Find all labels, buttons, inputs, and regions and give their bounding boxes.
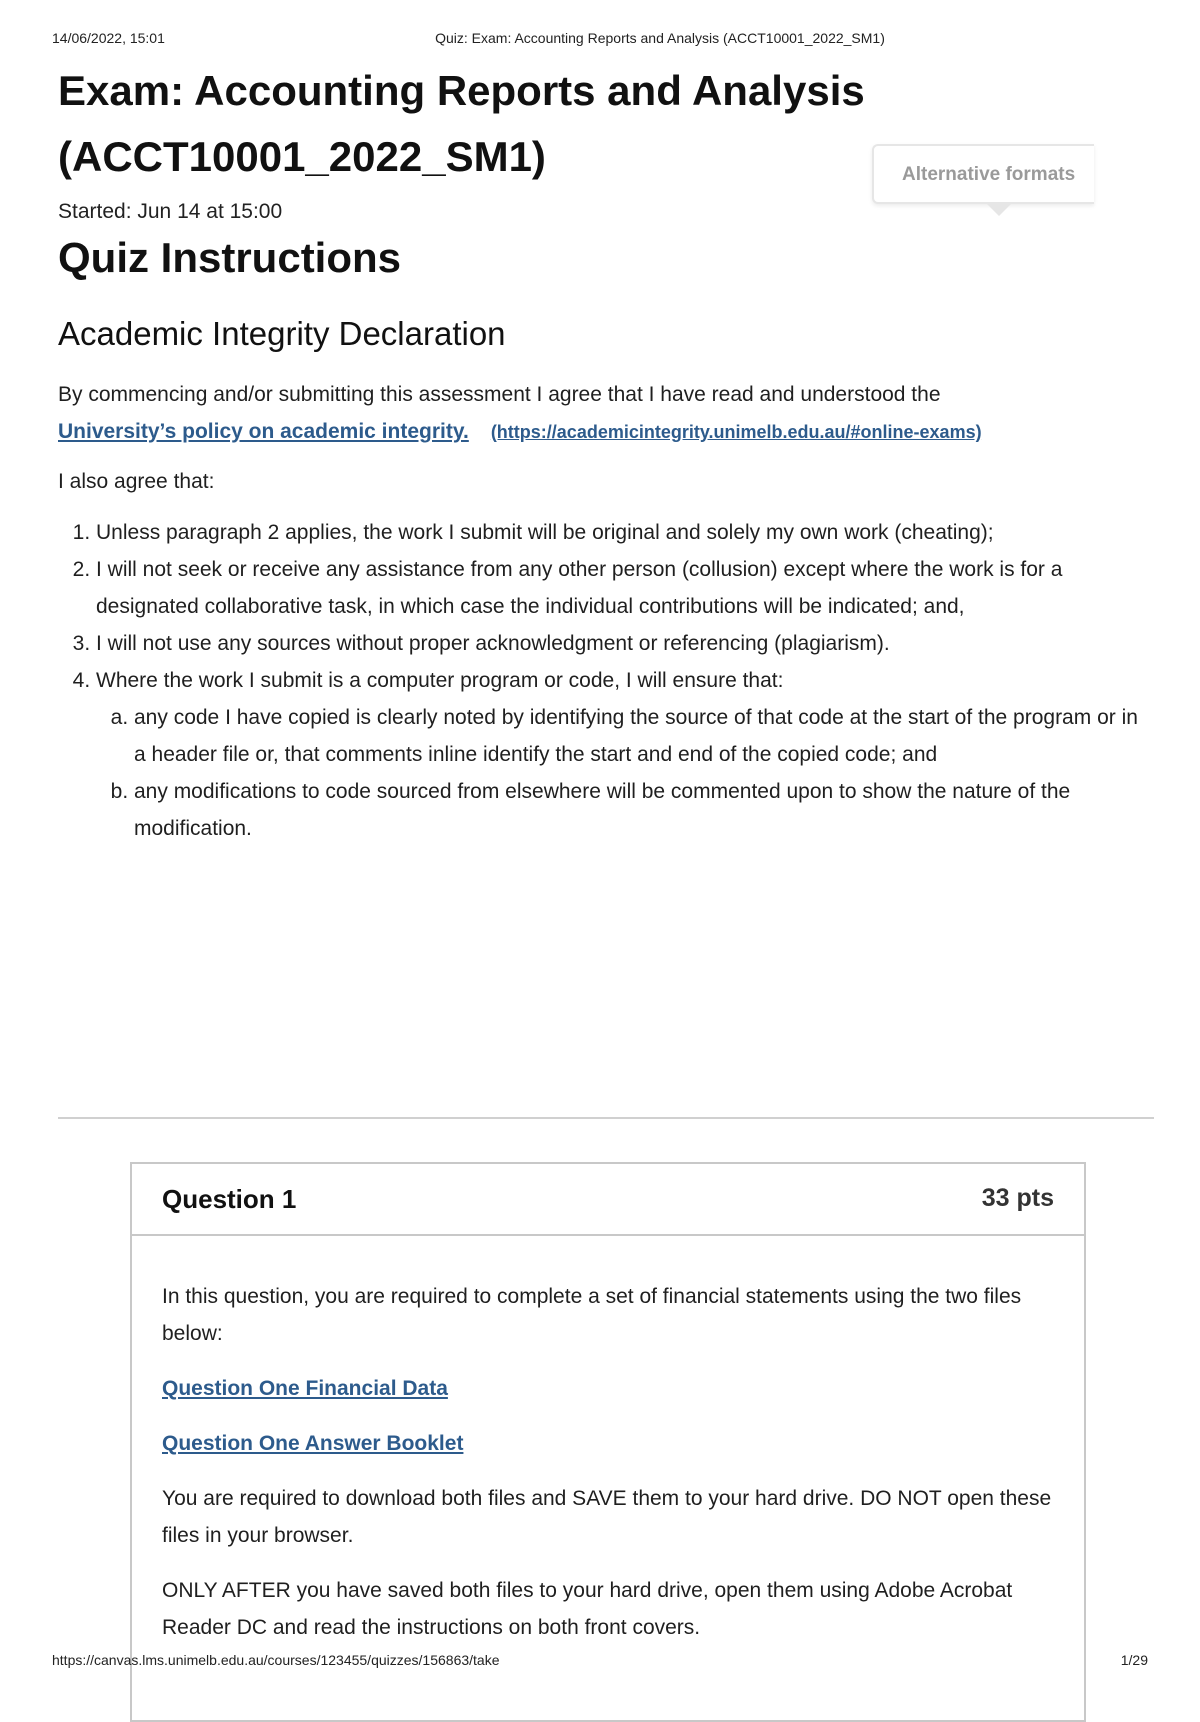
list-item: 4. Where the work I submit is a computer program or code, I will ensure that: a. any code I have copied is clearly noted by identifying the source of that code at the start of the program or in a header file or, that comments inline identify the start and end of the copied code; and b. any modifications to code sourced from elsewhere will be commented upon to show the nature of the modification.: [96, 662, 1150, 847]
page-title-line1: Exam: Accounting Reports and Analysis: [58, 67, 865, 114]
declaration-paragraph: [58, 376, 1150, 451]
agreement-list: [58, 514, 1150, 847]
also-agree-text: I also agree that:: [58, 470, 215, 493]
declaration-text: By commencing and/or submitting this assessment I agree that I have read and understood the: [58, 383, 941, 406]
question-intro: In this question, you are required to complete a set of financial statements using the two files below:: [162, 1285, 1022, 1345]
academic-integrity-heading: Academic Integrity Declaration: [58, 315, 506, 352]
open-instructions: ONLY AFTER you have saved both files to your hard drive, open them using Adobe Acrobat Reader DC and read the instructions on both front covers.: [162, 1579, 1013, 1639]
list-item: 2. I will not seek or receive any assistance from any other person (collusion) except where the work is for a designated collaborative task, in which case the individual contributions will be indicated; and,: [96, 551, 1150, 625]
alternative-formats-button[interactable]: [872, 144, 1094, 204]
print-header: [52, 30, 1148, 50]
alternative-formats-label: Alternative formats: [902, 164, 1076, 185]
financial-data-link[interactable]: Question One Financial Data: [162, 1377, 448, 1400]
print-url: https://canvas.lms.unimelb.edu.au/courses/123455/quizzes/156863/take: [52, 1652, 500, 1668]
page-number: 1/29: [1120, 1652, 1148, 1668]
policy-url-link[interactable]: (https://academicintegrity.unimelb.edu.au/#online-exams): [490, 422, 982, 442]
print-title: Quiz: Exam: Accounting Reports and Analysis (ACCT10001_2022_SM1): [435, 30, 885, 46]
download-instructions: You are required to download both files and SAVE them to your hard drive. DO NOT open these files in your browser.: [162, 1487, 1052, 1547]
question-card: [130, 1162, 1086, 1722]
answer-booklet-link[interactable]: Question One Answer Booklet: [162, 1432, 464, 1455]
question-header: [132, 1164, 1084, 1236]
page-title-line2: (ACCT10001_2022_SM1): [58, 133, 546, 180]
list-item: 3. I will not use any sources without proper acknowledgment or referencing (plagiarism).: [96, 625, 1150, 662]
divider: [58, 1117, 1154, 1119]
quiz-instructions-heading: Quiz Instructions: [58, 234, 402, 281]
sub-list-item: a. any code I have copied is clearly noted by identifying the source of that code at the start of the program or in a header file or, that comments inline identify the start and end of the copied code; and: [134, 699, 1150, 773]
policy-link[interactable]: University’s policy on academic integrity.: [58, 420, 469, 443]
sub-list-item: b. any modifications to code sourced from elsewhere will be commented upon to show the nature of the modification.: [134, 773, 1150, 847]
list-item: 1. Unless paragraph 2 applies, the work I submit will be original and solely my own work (cheating);: [96, 514, 1150, 551]
question-title: Question 1: [162, 1184, 297, 1214]
question-points: 33 pts: [981, 1184, 1054, 1212]
print-footer: [52, 1652, 1148, 1672]
tooltip-pointer-icon: [987, 204, 1011, 216]
print-date: 14/06/2022, 15:01: [52, 30, 165, 46]
started-time: Started: Jun 14 at 15:00: [58, 200, 283, 223]
code-sublist: [96, 699, 1150, 847]
question-body: [132, 1236, 1084, 1646]
